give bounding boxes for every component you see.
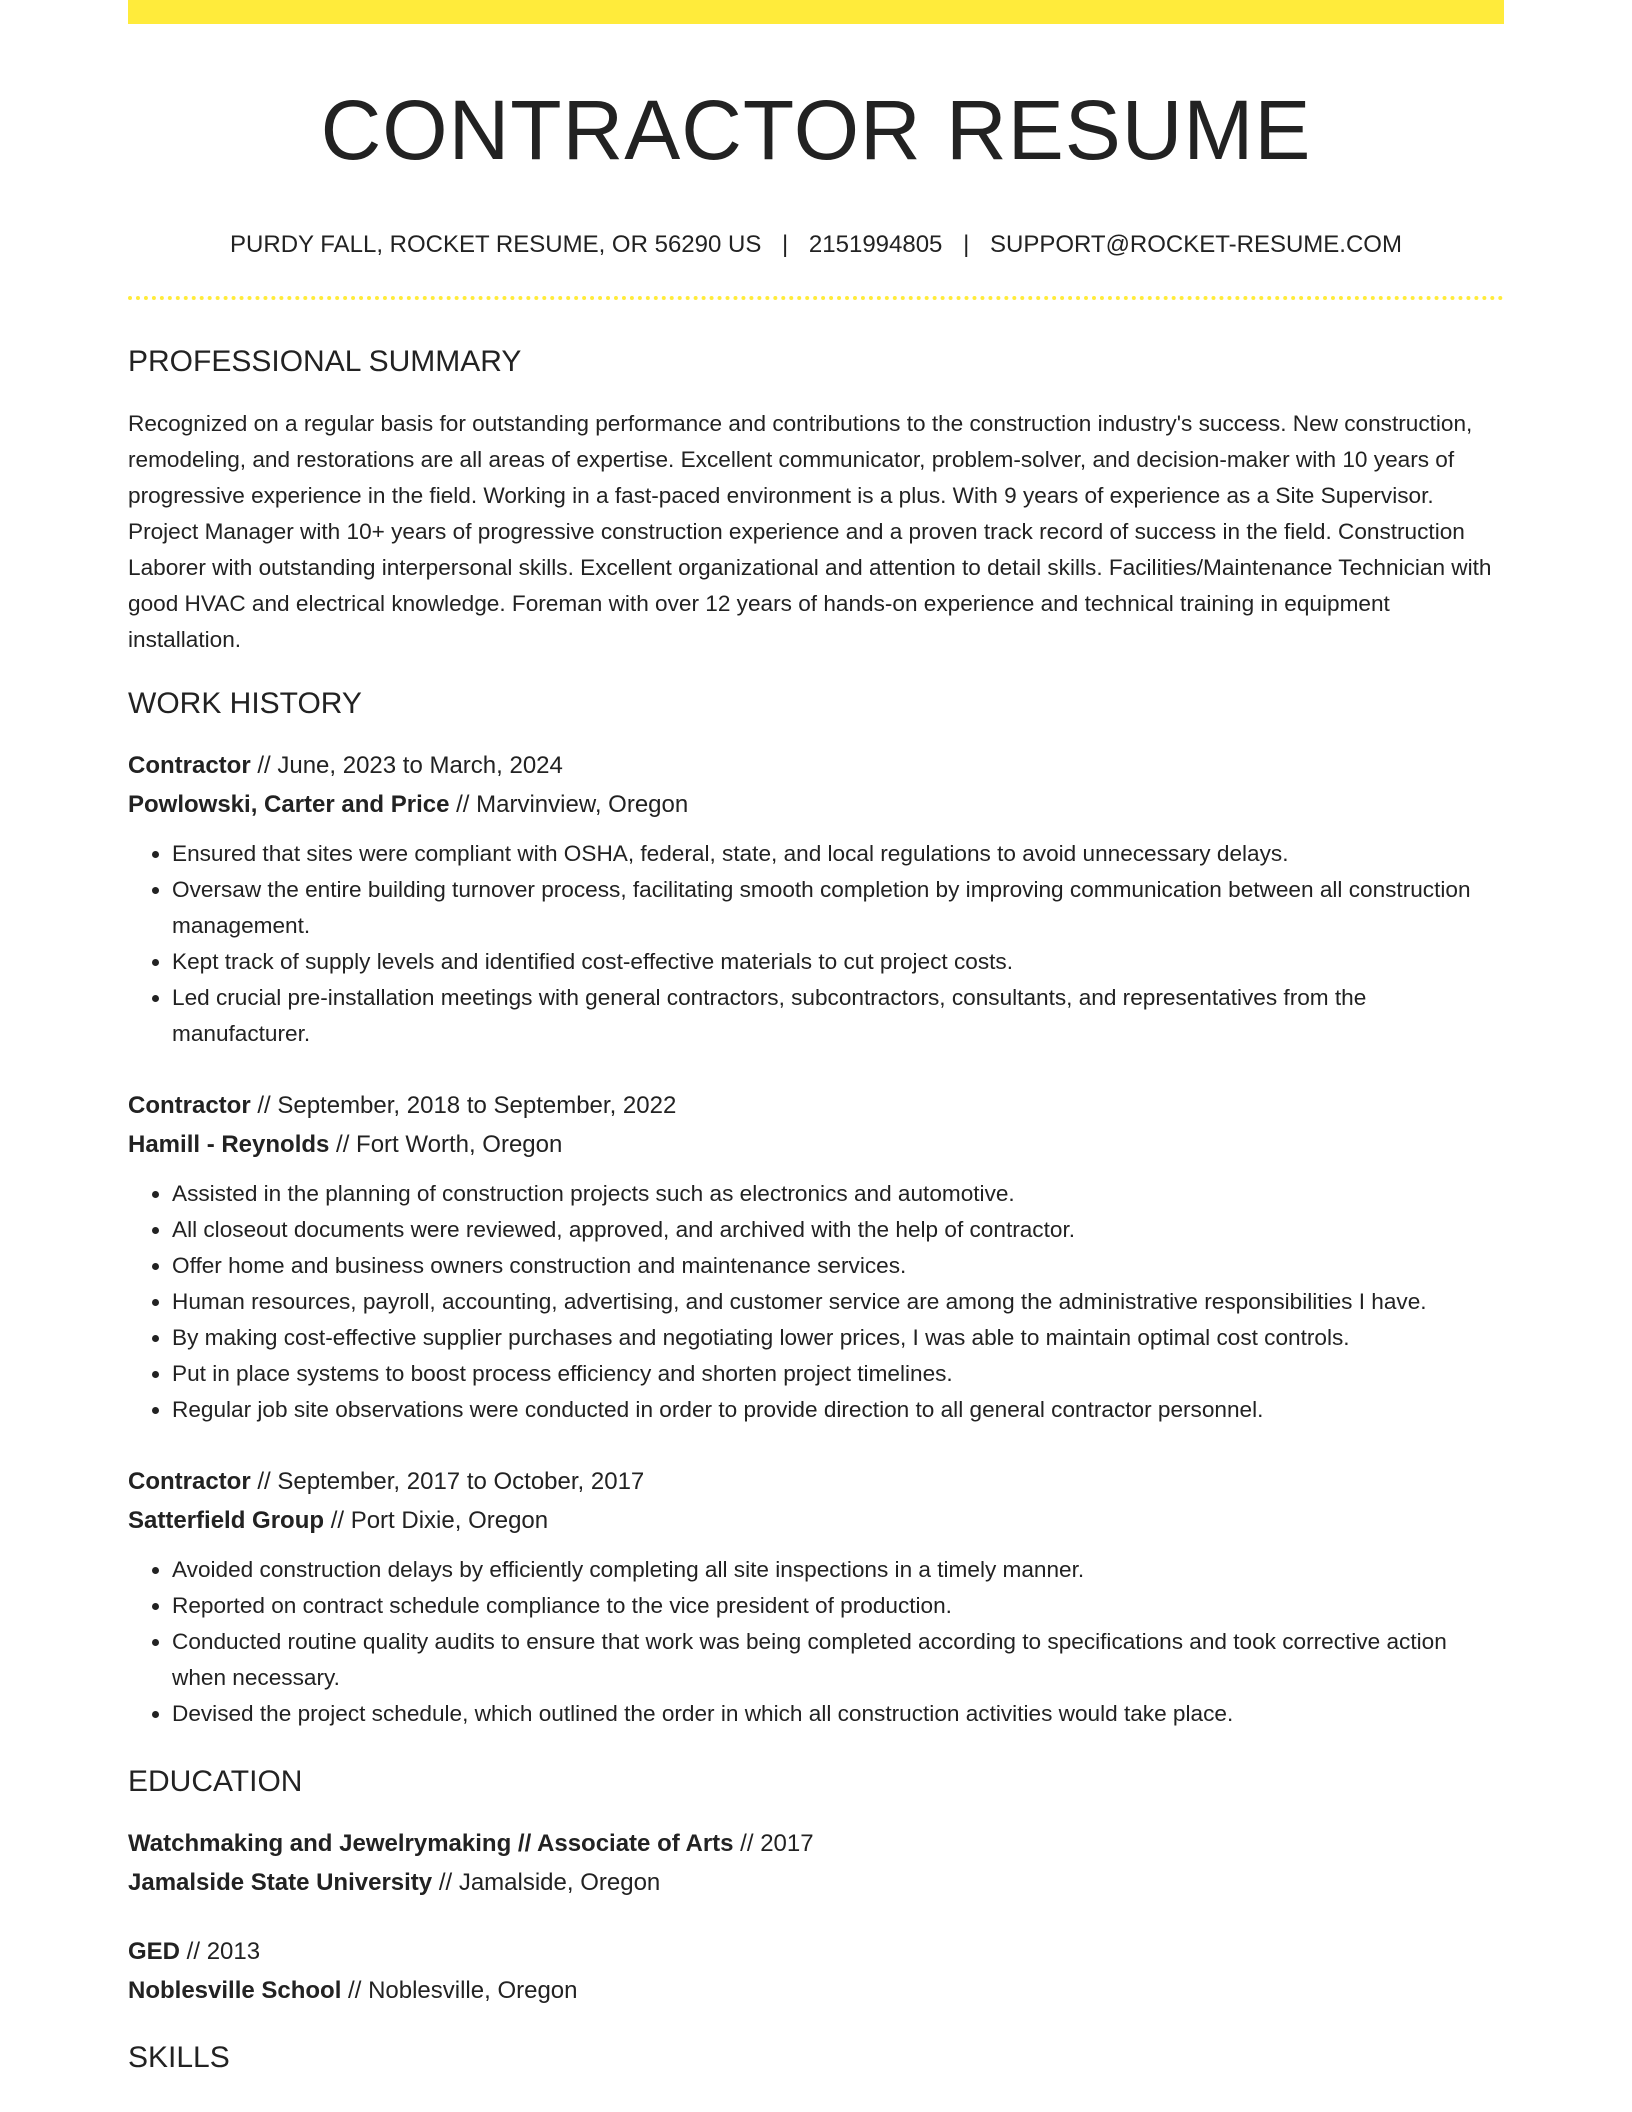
education-school-line bbox=[128, 1863, 1504, 1902]
job-dates: // September, 2018 to September, 2022 bbox=[250, 1092, 677, 1119]
job-bullet: • Offer home and business owners construction and maintenance services. bbox=[172, 1248, 1504, 1284]
job-title-line bbox=[128, 1086, 1504, 1125]
work-history-heading: WORK HISTORY bbox=[128, 687, 362, 720]
job-bullet: • Regular job site observations were conducted in order to provide direction to all general contractor personnel. bbox=[172, 1392, 1504, 1428]
education-degree: GED bbox=[128, 1938, 181, 1965]
resume-page bbox=[128, 0, 1504, 2076]
education-school: Jamalside State University bbox=[128, 1869, 433, 1896]
job-company-line bbox=[128, 785, 1504, 824]
job-title: Contractor bbox=[128, 752, 251, 779]
page-title: CONTRACTOR RESUME bbox=[320, 83, 1312, 177]
summary-text: Recognized on a regular basis for outstanding performance and contributions to the construction industry's success. New construction, remodeling, and restorations are all areas of expertise. Excellent communicator, problem-solver, and decision-maker with 10 years of progressive experience in the field. Working in a fast-paced environment is a plus. With 9 years of experience as a Site Supervisor. Project Manager with 10+ years of progressive construction experience and a proven track record of success in the field. Construction Laborer with outstanding interpersonal skills. Excellent organizational and attention to detail skills. Facilities/Maintenance Technician with good HVAC and electrical knowledge. Foreman with over 12 years of hands-on experience and technical training in equipment installation. bbox=[128, 411, 1492, 652]
job-bullet: • Ensured that sites were compliant with OSHA, federal, state, and local regulations to avoid unnecessary delays. bbox=[172, 836, 1504, 872]
job-bullet: • Put in place systems to boost process efficiency and shorten project timelines. bbox=[172, 1356, 1504, 1392]
job-entry bbox=[128, 1086, 1504, 1428]
education-location: // Noblesville, Oregon bbox=[341, 1977, 578, 2004]
education-degree: Watchmaking and Jewelrymaking // Associate of Arts bbox=[128, 1830, 734, 1857]
job-bullet: • Reported on contract schedule compliance to the vice president of production. bbox=[172, 1588, 1504, 1624]
job-bullet: • Conducted routine quality audits to ensure that work was being completed according to specifications and took corrective action when necessary. bbox=[172, 1624, 1504, 1696]
job-location: // Port Dixie, Oregon bbox=[324, 1507, 549, 1534]
job-company-line bbox=[128, 1125, 1504, 1164]
job-location: // Marvinview, Oregon bbox=[449, 791, 689, 818]
contact-separator: | bbox=[782, 231, 789, 258]
job-dates: // September, 2017 to October, 2017 bbox=[250, 1468, 645, 1495]
job-company: Satterfield Group bbox=[128, 1507, 325, 1534]
job-bullets bbox=[128, 1552, 1504, 1732]
job-bullet: • Devised the project schedule, which outlined the order in which all construction activities would take place. bbox=[172, 1696, 1504, 1732]
education-location: // Jamalside, Oregon bbox=[432, 1869, 661, 1896]
contact-phone: 2151994805 bbox=[808, 231, 943, 258]
job-title: Contractor bbox=[128, 1468, 251, 1495]
job-bullet: • By making cost-effective supplier purchases and negotiating lower prices, I was able to maintain optimal cost controls. bbox=[172, 1320, 1504, 1356]
job-bullet: • Oversaw the entire building turnover process, facilitating smooth completion by improving communication between all construction management. bbox=[172, 872, 1504, 944]
job-company: Powlowski, Carter and Price bbox=[128, 791, 450, 818]
job-bullet: • Led crucial pre-installation meetings with general contractors, subcontractors, consultants, and representatives from the manufacturer. bbox=[172, 980, 1504, 1052]
contact-separator: | bbox=[963, 231, 970, 258]
job-title-line bbox=[128, 1462, 1504, 1501]
job-bullet: • Kept track of supply levels and identified cost-effective materials to cut project costs. bbox=[172, 944, 1504, 980]
job-bullets bbox=[128, 836, 1504, 1052]
summary-heading: PROFESSIONAL SUMMARY bbox=[128, 345, 522, 378]
job-entry bbox=[128, 1462, 1504, 1732]
job-bullet: • Avoided construction delays by efficiently completing all site inspections in a timely manner. bbox=[172, 1552, 1504, 1588]
accent-bar bbox=[128, 0, 1504, 24]
job-title: Contractor bbox=[128, 1092, 251, 1119]
education-school-line bbox=[128, 1971, 1504, 2010]
job-bullet: • Assisted in the planning of construction projects such as electronics and automotive. bbox=[172, 1176, 1504, 1212]
job-bullet: • Human resources, payroll, accounting, advertising, and customer service are among the administrative responsibilities I have. bbox=[172, 1284, 1504, 1320]
job-dates: // June, 2023 to March, 2024 bbox=[250, 752, 563, 779]
education-year: // 2013 bbox=[180, 1938, 261, 1965]
education-heading: EDUCATION bbox=[128, 1765, 303, 1798]
job-company: Hamill - Reynolds bbox=[128, 1131, 330, 1158]
skills-heading: SKILLS bbox=[128, 2041, 230, 2074]
job-bullet: • All closeout documents were reviewed, approved, and archived with the help of contractor. bbox=[172, 1212, 1504, 1248]
education-year: // 2017 bbox=[733, 1830, 814, 1857]
job-location: // Fort Worth, Oregon bbox=[329, 1131, 563, 1158]
job-company-line bbox=[128, 1501, 1504, 1540]
contact-address: PURDY FALL, ROCKET RESUME, OR 56290 US bbox=[230, 231, 762, 258]
education-degree-line bbox=[128, 1932, 1504, 1971]
contact-line bbox=[128, 230, 1504, 260]
education-entry bbox=[128, 1932, 1504, 2010]
education-entry bbox=[128, 1824, 1504, 1902]
education-degree-line bbox=[128, 1824, 1504, 1863]
education-school: Noblesville School bbox=[128, 1977, 342, 2004]
job-bullets bbox=[128, 1176, 1504, 1428]
job-entry bbox=[128, 746, 1504, 1052]
contact-email: SUPPORT@ROCKET-RESUME.COM bbox=[989, 231, 1402, 258]
divider bbox=[128, 296, 1504, 300]
job-title-line bbox=[128, 746, 1504, 785]
